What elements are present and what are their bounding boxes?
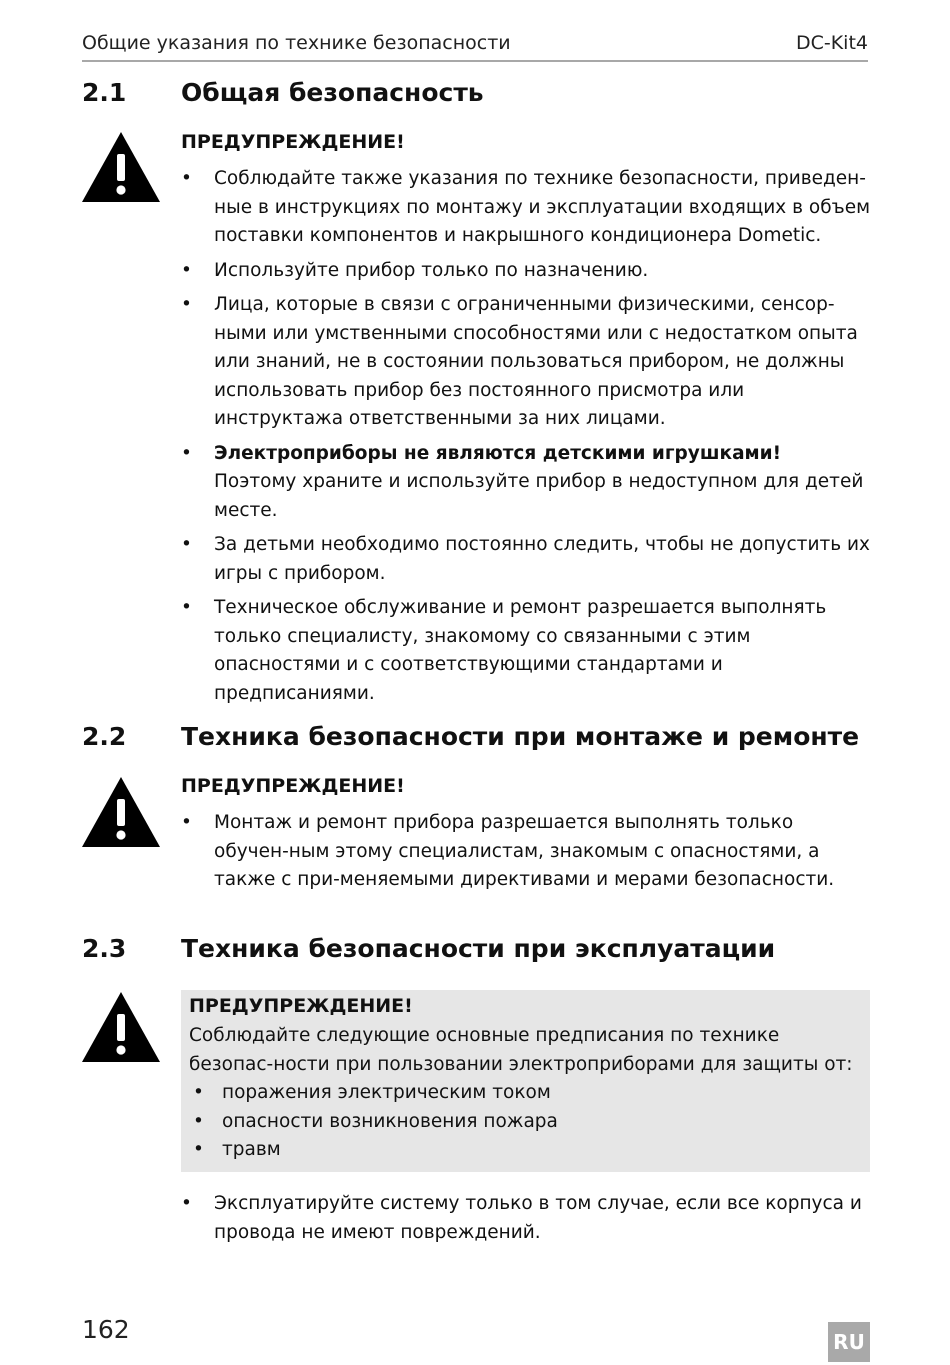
section-number: 2.2 xyxy=(82,722,127,751)
list-item xyxy=(181,257,871,286)
safety-list xyxy=(181,165,871,714)
section-title: Общая безопасность xyxy=(181,78,484,107)
bullet: • xyxy=(181,442,192,464)
section-number: 2.1 xyxy=(82,78,127,107)
bullet: • xyxy=(193,1139,204,1160)
list-item-text: травм xyxy=(222,1139,281,1160)
list-item xyxy=(189,1079,558,1108)
list-item-text: Техническое обслуживание и ремонт разрешается выполнять только специалисту, знакомому со связанными с этим опасностями и с соответствующими стандартами и предписаниями. xyxy=(214,597,827,704)
safety-list xyxy=(181,1190,871,1253)
list-item-text: опасности возникновения пожара xyxy=(222,1110,558,1132)
bullet: • xyxy=(181,534,192,555)
bullet: • xyxy=(181,168,192,189)
warning-box xyxy=(181,990,870,1172)
list-item xyxy=(181,531,871,588)
warning-label: ПРЕДУПРЕЖДЕНИЕ! xyxy=(189,995,413,1017)
safety-list xyxy=(181,809,871,901)
warning-triangle-icon xyxy=(80,775,162,849)
list-item-text: Используйте прибор только по назначению. xyxy=(214,259,649,281)
list-item-text: Эксплуатируйте систему только в том случае, если все корпуса и провода не имеют повреждений. xyxy=(214,1193,862,1243)
bullet: • xyxy=(181,1193,192,1214)
language-badge: RU xyxy=(828,1322,870,1362)
warning-triangle-icon xyxy=(80,130,162,204)
list-item-text: За детьми необходимо постоянно следить, чтобы не допустить их игры с прибором. xyxy=(214,534,871,584)
list-item-text: поражения электрическим током xyxy=(222,1082,551,1103)
header-section-title: Общие указания по технике безопасности xyxy=(82,32,511,54)
list-item-text: Лица, которые в связи с ограниченными физическими, сенсор-ными или умственными способностями или с недостатком опыта или знаний, не в состоянии пользоваться прибором, не должны использовать прибор без постоянного присмотра или инструктажа ответственными за них лицами. xyxy=(214,294,858,429)
section-title: Техника безопасности при эксплуатации xyxy=(181,934,776,963)
bullet: • xyxy=(181,597,192,618)
list-item xyxy=(181,440,871,526)
warning-label: ПРЕДУПРЕЖДЕНИЕ! xyxy=(181,775,405,797)
bullet: • xyxy=(193,1082,204,1103)
warning-text: Соблюдайте следующие основные предписания по технике безопас-ности при пользовании электроприборами для защиты от: xyxy=(189,1025,853,1075)
section-title: Техника безопасности при монтаже и ремонте xyxy=(181,722,860,751)
list-item-text: Соблюдайте также указания по технике безопасности, приведен-ные в инструкциях по монтажу и эксплуатации входящих в объем поставки компонентов и накрышного кондиционера Dometic. xyxy=(214,168,871,246)
bullet: • xyxy=(181,259,192,281)
list-item xyxy=(181,809,871,895)
bullet: • xyxy=(181,294,192,315)
list-item xyxy=(181,1190,871,1247)
warning-triangle-icon xyxy=(80,990,162,1064)
list-item-emphasis: Электроприборы не являются детскими игрушками! xyxy=(214,442,782,464)
bullet: • xyxy=(193,1110,204,1132)
list-item xyxy=(181,594,871,708)
warning-label: ПРЕДУПРЕЖДЕНИЕ! xyxy=(181,131,405,153)
list-item xyxy=(189,1136,558,1165)
section-number: 2.3 xyxy=(82,934,127,963)
warning-hazard-list xyxy=(189,1079,558,1165)
list-item xyxy=(181,291,871,434)
header-divider xyxy=(82,60,868,62)
header-product-name: DC-Kit4 xyxy=(795,32,868,54)
bullet: • xyxy=(181,812,192,833)
list-item-text: Монтаж и ремонт прибора разрешается выполнять только обучен-ным этому специалистам, знакомым с опасностями, а также с при-меняемыми директивами и мерами безопасности. xyxy=(214,812,835,890)
list-item xyxy=(189,1108,558,1137)
list-item-text: Поэтому храните и используйте прибор в недоступном для детей месте. xyxy=(214,471,864,521)
page-number: 162 xyxy=(82,1315,130,1344)
list-item xyxy=(181,165,871,251)
